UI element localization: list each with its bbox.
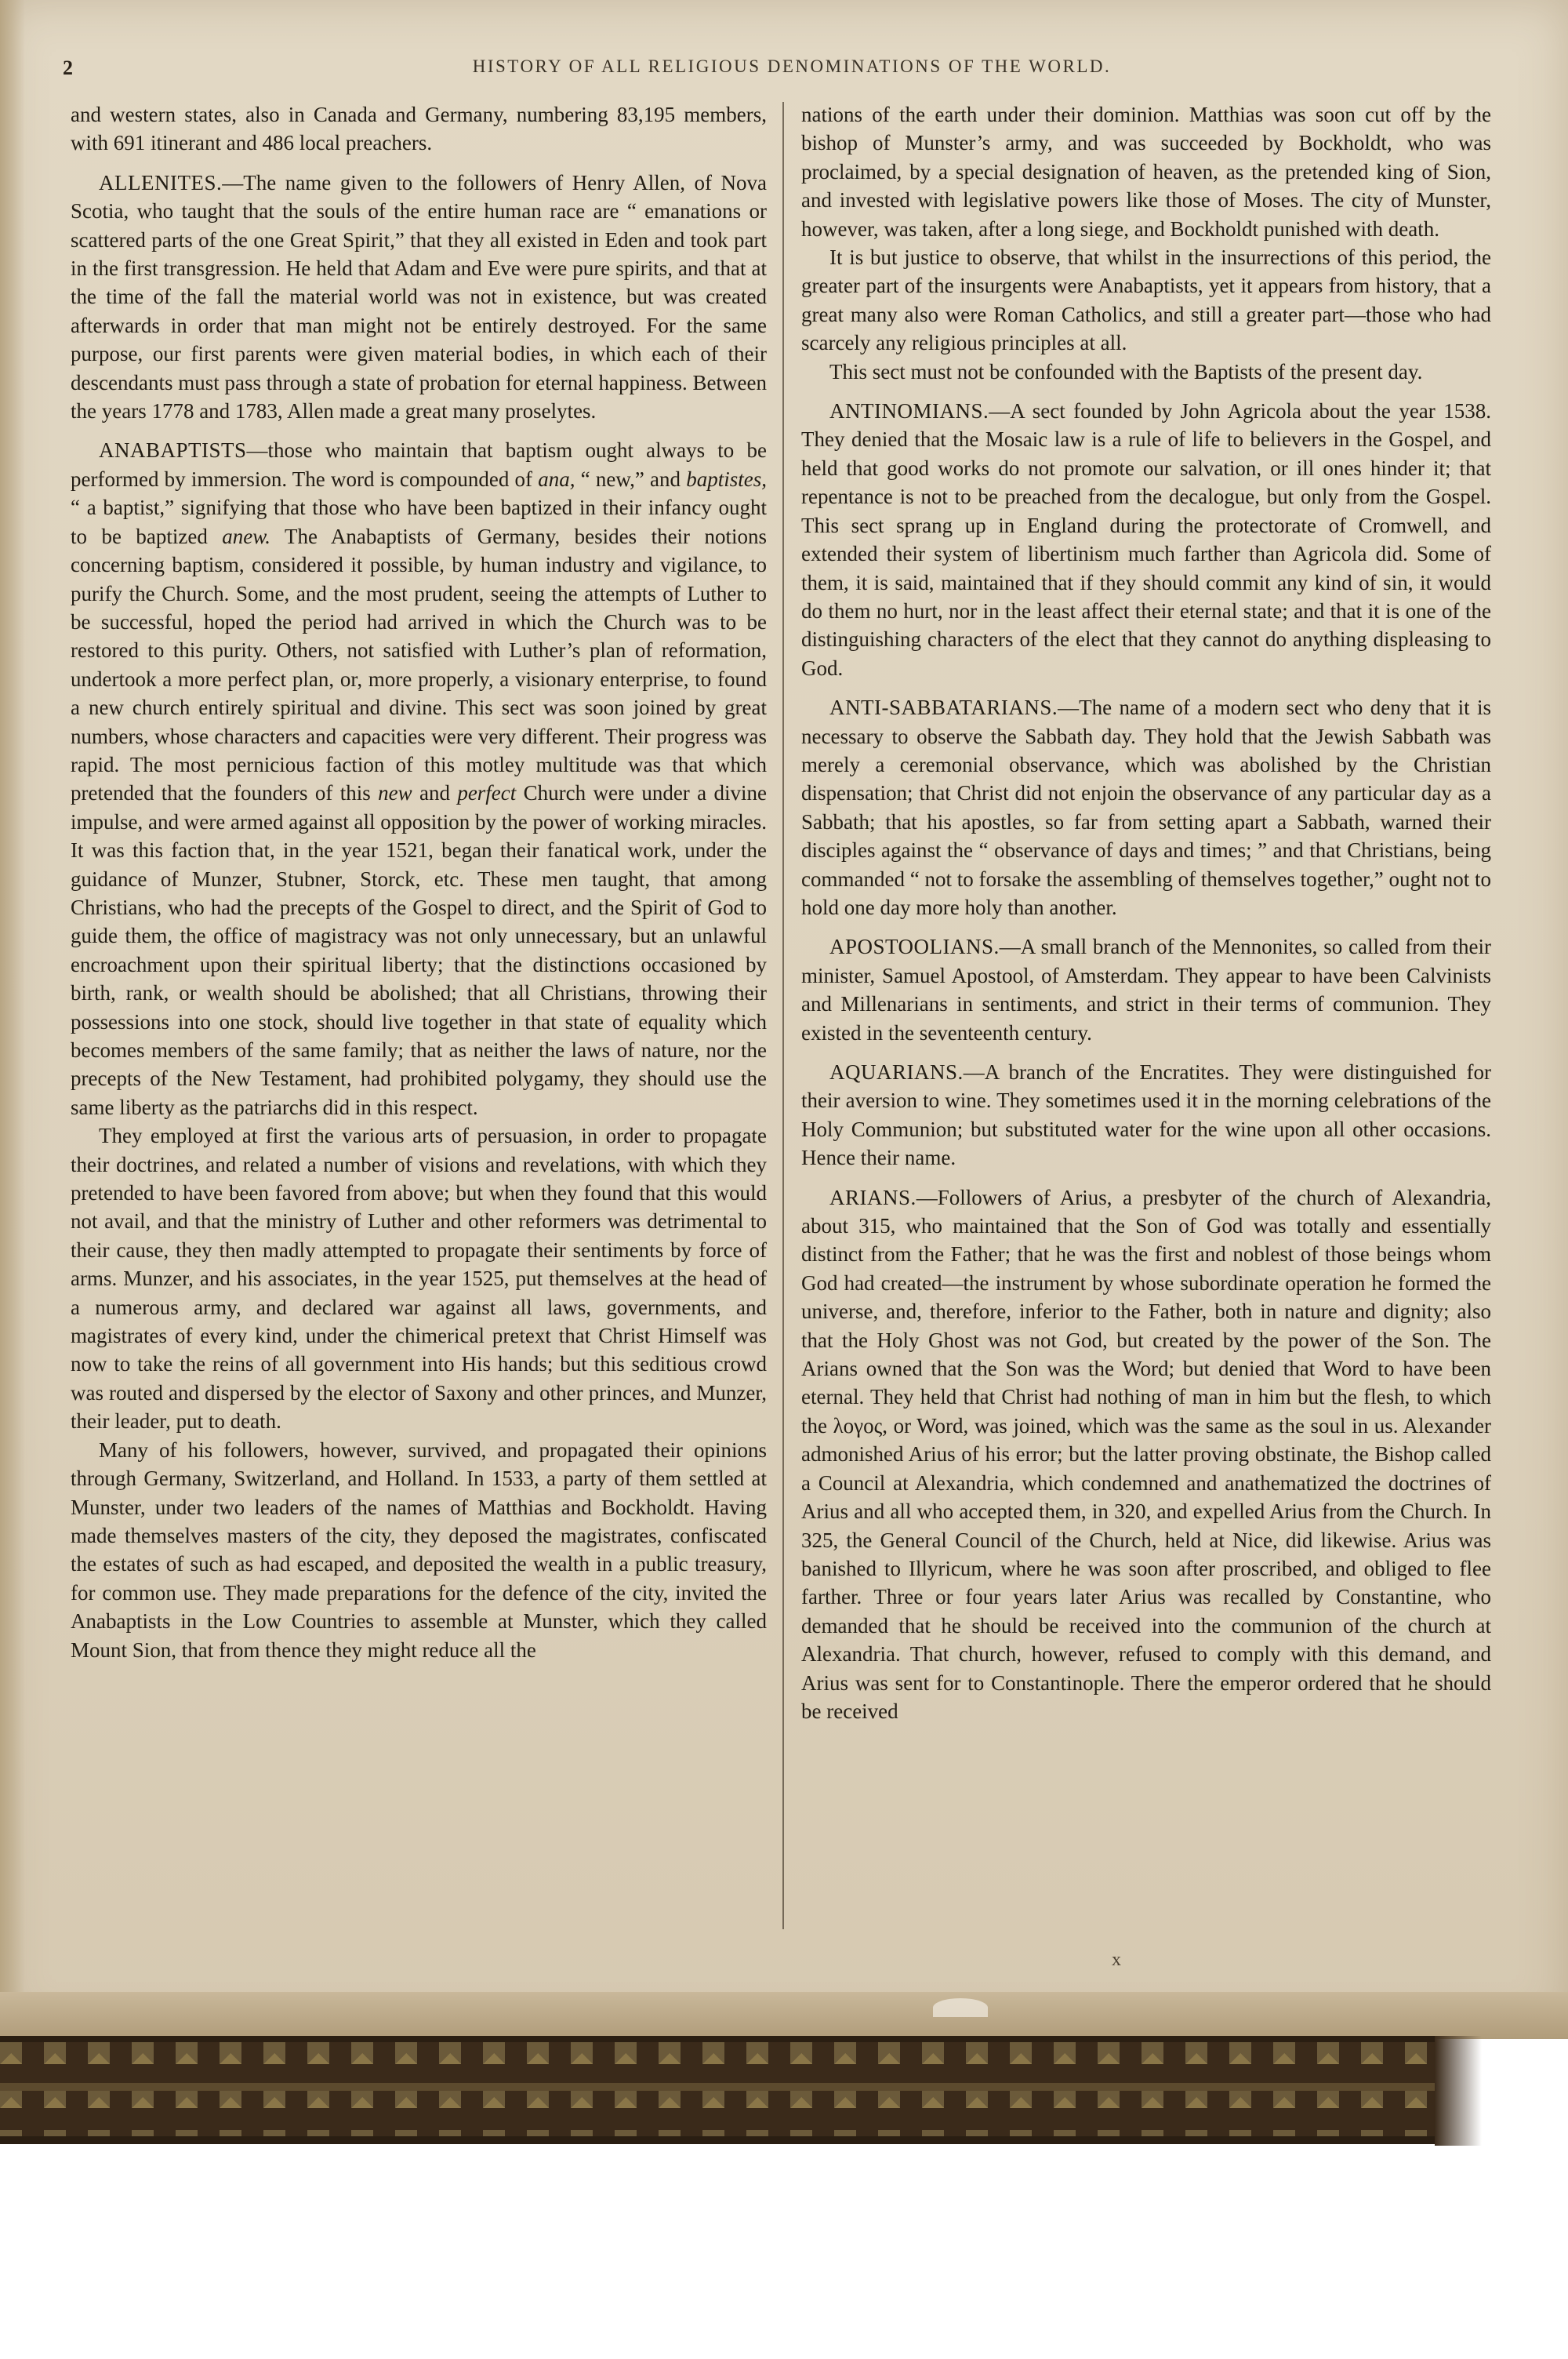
entry-anabaptists: ANABAPTISTS—those who maintain that baptism ought always to be performed by immersion. The word is compounded of ana, “ new,” and baptistes, “ a baptist,” signifying that those who have been baptized in their infancy ought to be baptized anew. The Anabaptists of Germany, besides their notions concerning baptism, considered it possible, by human industry and vigilance, to purify the Church. Some, and the most prudent, seeing the attempts of Luther to be successful, hoped the period had arrived in which the Church was to be restored to this purity. Others, not satisfied with Luther’s plan of reformation, undertook a more perfect plan, or, more properly, a visionary enterprise, to found a new church entirely spiritual and divine. This sect was soon joined by great numbers, whose characters and capacities were very different. Their progress was rapid. The most pernicious faction of this motley multitude was that which pretended that the founders of this new and perfect Church were under a divine impulse, and were armed against all opposition by the power of working miracles. It was this faction that, in the year 1521, began their fanatical work, under the guidance of Munzer, Stubner, Storck, etc. These men taught, that among Christians, who had the precepts of the Gospel to direct, and the Spirit of God to guide them, the office of magistracy was not only unnecessary, but an unlawful encroachment upon their spiritual liberty; that the distinctions occasioned by birth, rank, or wealth should be abolished; that all Christians, throwing their possessions into one stock, should live together in that state of equality which becomes members of the same family; that as neither the laws of nature, nor the precepts of the New Testament, had prohibited polygamy, they should use the same liberty as the patriarchs did in this respect.	[71, 438, 767, 1119]
entry-term: ANTI-SABBATARIANS.	[829, 696, 1058, 720]
entry-anti-sabbatarians: ANTI-SABBATARIANS.—The name of a modern sect who deny that it is necessary to observe the Sabbath day. They hold that the Jewish Sabbath was merely a ceremonial observance, which was abolished by the Christian dispensation; that Christ did not enjoin the observance of any particular day as a Sabbath; that his apostles, so far from setting apart a Sabbath, warned their disciples against the “ observance of days and times; ” and that Christians, being commanded “ not to forsake the assembling of themselves together,” ought not to hold one day more holy than another.	[801, 696, 1491, 919]
entry-aquarians: AQUARIANS.—A branch of the Encratites. They were distinguished for their aversion to wine. They sometimes used it in the morning celebrations of the Holy Communion; but substituted water for the wine upon all other occasions. Hence their name.	[801, 1060, 1491, 1170]
entry-allenites: ALLENITES.—The name given to the followers of Henry Allen, of Nova Scotia, who taught that the souls of the entire human race are “ emanations or scattered parts of the one Great Spirit,” that they all existed in Eden and took part in the first transgression. He held that Adam and Eve were pure spirits, and that at the time of the fall the material world was not in existence, but was created afterwards in order that man might not be entirely destroyed. For the same purpose, our first parents were given material bodies, in which each of their descendants must pass through a state of probation for eternal happiness. Between the years 1778 and 1783, Allen made a great many proselytes.	[71, 170, 767, 423]
left-column	[71, 100, 767, 1664]
running-title: HISTORY OF ALL RELIGIOUS DENOMINATIONS OF THE WORLD.	[472, 56, 1112, 76]
entry-antinomians: ANTINOMIANS.—A sect founded by John Agricola about the year 1538. They denied that the Mosaic law is a rule of life to believers in the Gospel, and held that good works do not promote our salvation, or ill ones hinder it; that repentance is not to be preached from the decalogue, but only from the Gospel. This sect sprang up in England during the protectorate of Cromwell, and extended their system of libertinism much farther than Agricola did. Some of them, it is said, maintained that if they should commit any kind of sin, it would do them no hurt, nor in the least affect their eternal state; and that it is one of the distinguishing characters of the elect that they cannot do anything displeasing to God.	[801, 399, 1491, 680]
decorative-binding-border	[0, 2036, 1435, 2144]
page-left-shadow	[0, 0, 25, 2031]
entry-term: ALLENITES.	[99, 170, 223, 194]
entry-term: APOSTOOLIANS.	[829, 935, 1000, 959]
page-bottom-edge	[0, 1992, 1568, 2039]
column-divider	[782, 102, 784, 1929]
paragraph: They employed at first the various arts of persuasion, in order to propagate their doctrines, and related a number of visions and revelations, with which they pretended to have been favored from above; but when they found that this would not avail, and that the ministry of Luther and other reformers was detrimental to their cause, they then madly attempted to propagate their sentiments by force of arms. Munzer, and his associates, in the year 1525, put themselves at the head of a numerous army, and declared war against all laws, governments, and magistrates of every kind, under the chimerical pretext that Christ Himself was now to take the reins of all government into His hands; but this seditious crowd was routed and dispersed by the elector of Saxony and other princes, and Munzer, their leader, put to death.	[71, 1124, 767, 1434]
paper-tear	[933, 1998, 988, 2017]
right-column	[801, 100, 1491, 1725]
entry-term: ANABAPTISTS	[99, 438, 247, 463]
page-header	[63, 56, 1521, 88]
paragraph-continuation: and western states, also in Canada and Germany, numbering 83,195 members, with 691 itinerant and 486 local preachers.	[71, 103, 767, 155]
entry-term: ANTINOMIANS.	[829, 399, 989, 423]
paragraph-continuation: nations of the earth under their dominion. Matthias was soon cut off by the bishop of Munster’s army, and was succeeded by Bockholdt, who was proclaimed, by a special designation of heaven, as the pretended king of Sion, and invested with legislative powers like those of Moses. The city of Munster, however, was taken, after a long siege, and Bockholdt punished with death.	[801, 103, 1491, 241]
paragraph: Many of his followers, however, survived, and propagated their opinions through Germany, Switzerland, and Holland. In 1533, a party of them settled at Munster, under two leaders of the names of Matthias and Bockholdt. Having made themselves masters of the city, they deposed the magistrates, confiscated the estates of such as had escaped, and deposited the wealth in a public treasury, for common use. They made preparations for the defence of the city, invited the Anabaptists in the Low Countries to assemble at Munster, which they called Mount Sion, that from thence they might reduce all the	[71, 1438, 767, 1662]
entry-term: ARIANS.	[829, 1185, 916, 1209]
entry-arians: ARIANS.—Followers of Arius, a presbyter of the church of Alexandria, about 315, who maintained that the Son of God was totally and essentially distinct from the Father; that he was the first and noblest of those beings whom God had created—the instrument by whose subordinate operation he formed the universe, and, therefore, inferior to the Father, both in nature and dignity; also that the Holy Ghost was not God, but created by the power of the Son. The Arians owned that the Son was the Word; but denied that Word to have been eternal. They held that Christ had nothing of man in him but the flesh, to which the λογος, or Word, was joined, which was the same as the soul in us. Alexander admonished Arius of his error; but the latter proving obstinate, the Bishop called a Council at Alexandria, which condemned and anathematized the doctrines of Arius and all who accepted them, in 320, and expelled Arius from the Church. In 325, the General Council of the Church, held at Nice, did likewise. Arius was banished to Illyricum, where he was soon after proscribed, and obliged to flee farther. Three or four years later Arius was recalled by Constantine, who demanded that he should be received into the communion of the church at Alexandria. That church, however, refused to comply with this demand, and Arius was sent for to Constantinople. There the emperor ordered that he should be received	[801, 1185, 1491, 1723]
paragraph: It is but justice to observe, that whilst in the insurrections of this period, the greater part of the insurgents were Anabaptists, yet it appears from history, that a great many also were Roman Catholics, and still a greater part—those who had scarcely any religious principles at all.	[801, 245, 1491, 355]
page-number: 2	[63, 56, 73, 79]
entry-term: AQUARIANS.	[829, 1060, 964, 1084]
signature-mark: x	[1112, 1950, 1121, 1970]
border-frayed-end	[1435, 2036, 1482, 2146]
paragraph: This sect must not be confounded with the Baptists of the present day.	[829, 359, 1423, 383]
entry-apostoolians: APOSTOOLIANS.—A small branch of the Mennonites, so called from their minister, Samuel Apostool, of Amsterdam. They appear to have been Calvinists and Millenarians in sentiments, and strict in their terms of communion. They existed in the seventeenth century.	[801, 935, 1491, 1045]
